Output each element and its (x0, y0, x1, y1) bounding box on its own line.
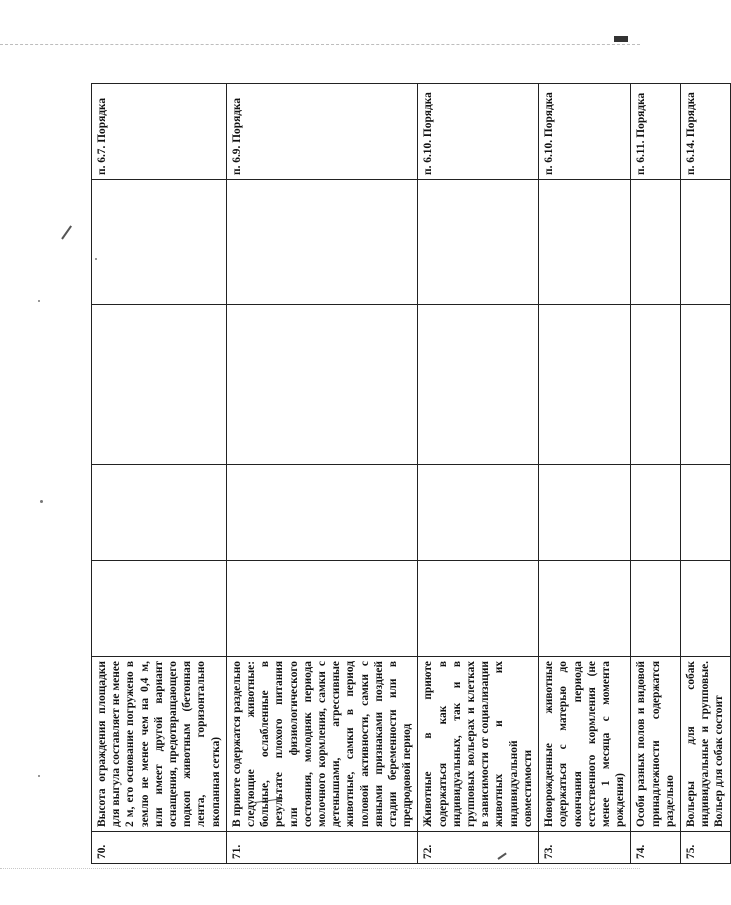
answer-cell (92, 561, 227, 657)
row-number: 70. (92, 832, 227, 864)
scan-edge-top (0, 44, 640, 45)
answer-cell (631, 180, 681, 305)
answer-cell (92, 305, 227, 465)
answer-cell (680, 465, 730, 561)
row-number: 74. (631, 832, 681, 864)
rotated-content (91, 84, 726, 864)
answer-cell (680, 561, 730, 657)
answer-cell (418, 561, 539, 657)
requirement-text: Животные в приюте содержаться как в индивидуальных, так и в групповых вольерах и клетках в зависимости от социализации животных и их индивидуальной совместимости (418, 657, 539, 832)
regulation-reference: п. 6.10. Порядка (539, 84, 631, 180)
table-row (418, 84, 539, 864)
scan-speck (40, 500, 43, 503)
regulation-reference: п. 6.11. Порядка (631, 84, 681, 180)
answer-cell (680, 305, 730, 465)
table-row (539, 84, 631, 864)
answer-cell (226, 305, 418, 465)
answer-cell (92, 180, 227, 305)
requirement-text: В приюте содержатся раздельно следующие животные: больные, ослабленные в результате плохого питания или физиологического состояния, молодняк периода молочного кормления, самки с детенышами, агрессивные животные, самки в период половой активности, самки с явными признаками поздней стадии беременности или в предродовой период (226, 657, 418, 832)
answer-cell (631, 305, 681, 465)
answer-cell (418, 180, 539, 305)
answer-cell (539, 465, 631, 561)
regulation-reference: п. 6.9. Порядка (226, 84, 418, 180)
answer-cell (418, 305, 539, 465)
answer-cell (226, 465, 418, 561)
table-row (226, 84, 418, 864)
answer-cell (226, 561, 418, 657)
answer-cell (631, 561, 681, 657)
scan-corner-mark (614, 36, 628, 42)
table-row (631, 84, 681, 864)
requirement-text: Высота ограждения площадки для выгула составляет не менее 2 м, его основание погружено в землю не менее чем на 0,4 м, или имеет другой вариант оснащения, предотвращающего подкоп животным (бетонная лента, горизонтально вкопанная сетка) (92, 657, 227, 832)
answer-cell (226, 180, 418, 305)
row-number: 75. (680, 832, 730, 864)
answer-cell (631, 465, 681, 561)
answer-cell (680, 180, 730, 305)
regulation-reference: п. 6.10. Порядка (418, 84, 539, 180)
row-number: 71. (226, 832, 418, 864)
row-number: 72. (418, 832, 539, 864)
answer-cell (539, 180, 631, 305)
scan-speck (38, 775, 40, 777)
regulation-reference: п. 6.7. Порядка (92, 84, 227, 180)
answer-cell (92, 465, 227, 561)
scan-edge-bottom (0, 868, 640, 869)
document-page (91, 84, 726, 864)
requirement-text: Новорожденные животные содержаться с матерью до окончания периода естественного кормления (не менее 1 месяца с момента рождения) (539, 657, 631, 832)
regulation-reference: п. 6.14. Порядка (680, 84, 730, 180)
row-number: 73. (539, 832, 631, 864)
requirement-text: Вольеры для собак индивидуальные и групповые. Вольер для собак состоит (680, 657, 730, 832)
table-row (92, 84, 227, 864)
scan-pen-stroke (61, 225, 72, 239)
answer-cell (539, 305, 631, 465)
answer-cell (418, 465, 539, 561)
checklist-table (91, 83, 731, 864)
answer-cell (539, 561, 631, 657)
table-row (680, 84, 730, 864)
requirement-text: Особи разных полов и видовой принадлежности содержатся раздельно (631, 657, 681, 832)
scan-speck (38, 300, 40, 302)
